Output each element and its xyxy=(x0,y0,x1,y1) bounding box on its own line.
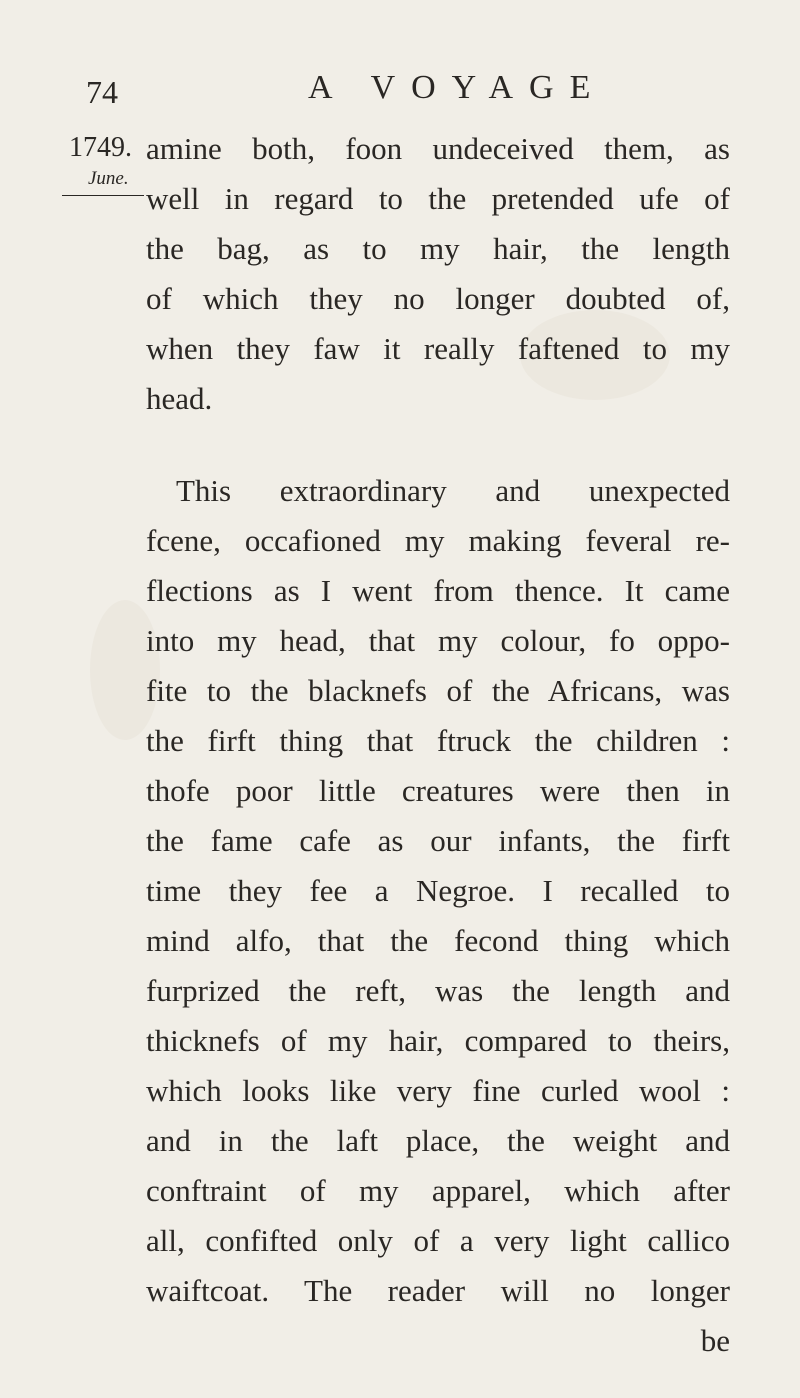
margin-month: June. xyxy=(88,168,129,189)
text-line: thicknefs of my hair, compared to theirs, xyxy=(146,1023,730,1058)
paragraph-first-line: This extraordinary and unexpected xyxy=(176,473,730,508)
text-line: the firft thing that ftruck the children : xyxy=(146,723,730,758)
text-line: and in the laft place, the weight and xyxy=(146,1123,730,1158)
text-line: well in regard to the pretended ufe of xyxy=(146,181,730,216)
text-line: head. xyxy=(146,381,213,416)
text-line: amine both, foon undeceived them, as xyxy=(146,131,730,166)
margin-year: 1749. xyxy=(69,132,132,163)
text-line: all, confifted only of a very light callico xyxy=(146,1223,730,1258)
text-line: conftraint of my apparel, which after xyxy=(146,1173,730,1208)
text-line: time they fee a Negroe. I recalled to xyxy=(146,873,730,908)
text-line: when they faw it really faftened to my xyxy=(146,331,730,366)
text-line: the bag, as to my hair, the length xyxy=(146,231,730,266)
text-line: waiftcoat. The reader will no longer xyxy=(146,1273,730,1308)
text-line: furprized the reft, was the length and xyxy=(146,973,730,1008)
margin-rule xyxy=(62,195,144,196)
text-line: mind alfo, that the fecond thing which xyxy=(146,923,730,958)
text-line: of which they no longer doubted of, xyxy=(146,281,730,316)
text-line: which looks like very fine curled wool : xyxy=(146,1073,730,1108)
catchword: be xyxy=(700,1323,730,1358)
text-line: fite to the blacknefs of the Africans, was xyxy=(146,673,730,708)
text-line: thofe poor little creatures were then in xyxy=(146,773,730,808)
page-number: 74 xyxy=(86,74,118,110)
text-line: into my head, that my colour, fo oppo- xyxy=(146,623,730,658)
text-line: the fame cafe as our infants, the firft xyxy=(146,823,730,858)
text-line: fcene, occafioned my making feveral re- xyxy=(146,523,730,558)
running-title: A VOYAGE xyxy=(308,69,607,106)
text-line: flections as I went from thence. It came xyxy=(146,573,730,608)
